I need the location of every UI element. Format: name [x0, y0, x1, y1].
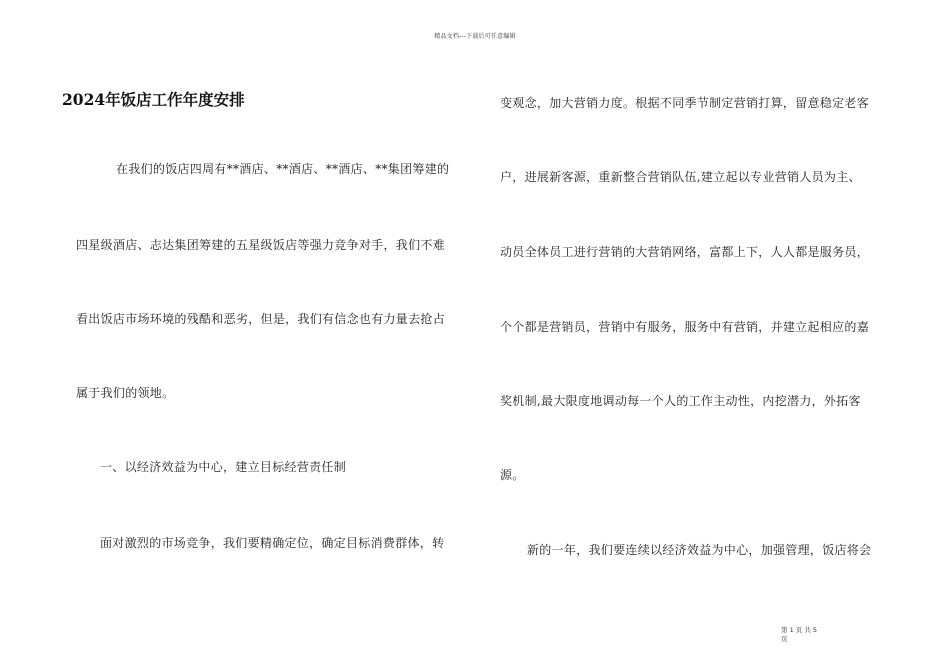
page-number: 第 1 页 共 5 页: [781, 626, 818, 643]
paragraph-line: 在我们的饭店四周有**酒店、**酒店、**酒店、**集团筹建的: [116, 162, 450, 176]
paragraph-line: 属于我们的领地。: [76, 386, 175, 400]
paragraph-line: 变观念，加大营销力度。根据不同季节制定营销打算，留意稳定老客: [500, 96, 870, 110]
paragraph-line: 户，进展新客源，重新整合营销队伍,建立起以专业营销人员为主、: [500, 170, 861, 184]
paragraph-line: 个个都是营销员，营销中有服务，服务中有营销，并建立起相应的嘉: [500, 320, 870, 334]
page-header: 精品文档---下载后可任意编辑: [434, 33, 516, 40]
paragraph-line: 源。: [500, 468, 525, 482]
document-title: 2024年饭店工作年度安排: [62, 90, 245, 109]
section-heading: 一、以经济效益为中心，建立目标经营责任制: [100, 460, 347, 474]
paragraph-line: 面对激烈的市场竞争，我们要精确定位，确定目标消费群体，转: [100, 536, 445, 550]
paragraph-line: 看出饭店市场环境的残酷和恶劣，但是，我们有信念也有力量去抢占: [76, 312, 446, 326]
paragraph-line: 奖机制,最大限度地调动每一个人的工作主动性，内挖潜力，外拓客: [500, 394, 861, 408]
paragraph-line: 四星级酒店、志达集团筹建的五星级饭店等强力竞争对手，我们不难: [76, 238, 446, 252]
paragraph-line: 新的一年，我们要连续以经济效益为中心，加强管理，饭店将会: [527, 543, 872, 557]
paragraph-line: 动员全体员工进行营销的大营销网络，富都上下，人人都是服务员，: [500, 245, 870, 259]
